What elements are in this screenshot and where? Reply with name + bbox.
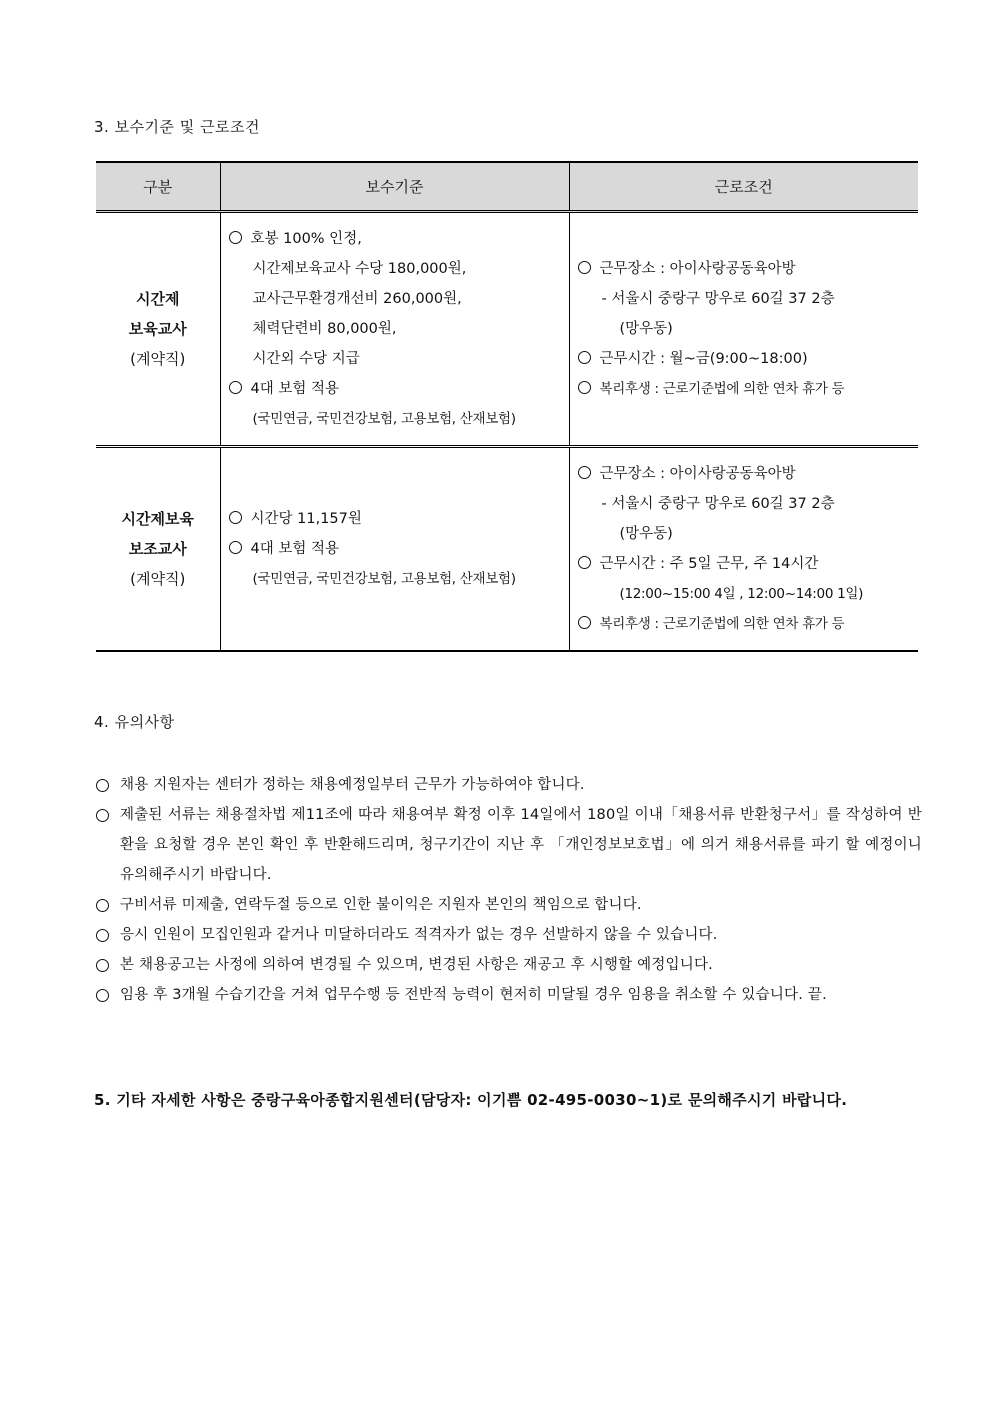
work-line: 근무시간 : 주 5일 근무, 주 14시간 <box>578 549 918 579</box>
work-line: - 서울시 중랑구 망우로 60길 37 2층 <box>601 291 835 307</box>
pay-line: 시간외 수당 지급 <box>252 351 360 367</box>
pay-cell <box>220 447 569 652</box>
category-title: 보조교사 <box>128 540 187 558</box>
list-item: 구비서류 미제출, 연락두절 등으로 인한 불이익은 지원자 본인의 책임으로 합니다. <box>96 890 922 920</box>
circle-bullet-icon <box>96 929 109 942</box>
list-item: 임용 후 3개월 수습기간을 거쳐 업무수행 등 전반적 능력이 현저히 미달될 경우 임용을 취소할 수 있습니다. 끝. <box>96 980 922 1010</box>
category-title: 보육교사 <box>128 320 187 338</box>
pay-line: 교사근무환경개선비 260,000원, <box>252 291 462 307</box>
pay-line: 4대 보험 적용 <box>229 534 568 564</box>
list-item: 응시 인원이 모집인원과 같거나 미달하더라도 적격자가 없는 경우 선발하지 않을 수 있습니다. <box>96 920 922 950</box>
circle-bullet-icon <box>578 616 591 629</box>
category-title: 시간제보육 <box>121 510 194 528</box>
category-type: (계약직) <box>130 570 186 588</box>
table-header-row <box>96 162 918 212</box>
section-3-title: 3. 보수기준 및 근로조건 <box>94 118 261 136</box>
circle-bullet-icon <box>96 779 109 792</box>
section-5-contact: 5. 기타 자세한 사항은 중랑구육아종합지원센터(담당자: 이기쁨 02-495-0030~1)로 문의해주시기 바랍니다. <box>94 1091 848 1109</box>
section-4-title: 4. 유의사항 <box>94 713 175 731</box>
circle-bullet-icon <box>96 899 109 912</box>
circle-bullet-icon <box>229 231 242 244</box>
circle-bullet-icon <box>96 959 109 972</box>
notes-list <box>96 770 922 1010</box>
circle-bullet-icon <box>229 381 242 394</box>
pay-line: (국민연금, 국민건강보험, 고용보험, 산재보험) <box>252 411 516 427</box>
category-title: 시간제 <box>136 290 180 308</box>
conditions-table <box>96 161 918 652</box>
list-item: 본 채용공고는 사정에 의하여 변경될 수 있으며, 변경된 사항은 재공고 후 시행할 예정입니다. <box>96 950 922 980</box>
list-item: 채용 지원자는 센터가 정하는 채용예정일부터 근무가 가능하여야 합니다. <box>96 770 922 800</box>
pay-line: 체력단련비 80,000원, <box>252 321 397 337</box>
circle-bullet-icon <box>578 261 591 274</box>
work-line: - 서울시 중랑구 망우로 60길 37 2층 <box>601 496 835 512</box>
category-cell <box>96 212 220 447</box>
category-type: (계약직) <box>130 350 186 368</box>
table-row <box>96 212 918 447</box>
header-category: 구분 <box>96 162 220 212</box>
work-line: 근무장소 : 아이사랑공동육아방 <box>578 254 918 284</box>
table-row <box>96 447 918 652</box>
circle-bullet-icon <box>229 511 242 524</box>
work-cell <box>569 212 918 447</box>
pay-line: 시간제보육교사 수당 180,000원, <box>252 261 467 277</box>
category-cell <box>96 447 220 652</box>
work-cell <box>569 447 918 652</box>
circle-bullet-icon <box>578 556 591 569</box>
pay-line: 4대 보험 적용 <box>229 374 568 404</box>
work-line: (12:00~15:00 4일 , 12:00~14:00 1일) <box>619 586 864 602</box>
work-line: 근무장소 : 아이사랑공동육아방 <box>578 459 918 489</box>
circle-bullet-icon <box>229 541 242 554</box>
circle-bullet-icon <box>578 351 591 364</box>
pay-line: 호봉 100% 인정, <box>229 224 568 254</box>
work-line: 근무시간 : 월~금(9:00~18:00) <box>578 344 918 374</box>
pay-cell <box>220 212 569 447</box>
circle-bullet-icon <box>96 989 109 1002</box>
work-line: (망우동) <box>619 321 673 337</box>
work-line: 복리후생 : 근로기준법에 의한 연차 휴가 등 <box>578 374 918 404</box>
circle-bullet-icon <box>578 466 591 479</box>
header-conditions: 근로조건 <box>569 162 918 212</box>
circle-bullet-icon <box>96 809 109 822</box>
pay-line: 시간당 11,157원 <box>229 504 568 534</box>
work-line: (망우동) <box>619 526 673 542</box>
work-line: 복리후생 : 근로기준법에 의한 연차 휴가 등 <box>578 609 918 639</box>
circle-bullet-icon <box>578 381 591 394</box>
header-pay: 보수기준 <box>220 162 569 212</box>
list-item: 제출된 서류는 채용절차법 제11조에 따라 채용여부 확정 이후 14일에서 180일 이내「채용서류 반환청구서」를 작성하여 반환을 요청할 경우 본인 확인 후 반환해드리며, 청구기간이 지난 후 「개인정보보호법」에 의거 채용서류를 파기 할 예정이니 유의해주시기 바랍니다. <box>96 800 922 890</box>
pay-line: (국민연금, 국민건강보험, 고용보험, 산재보험) <box>252 571 516 587</box>
